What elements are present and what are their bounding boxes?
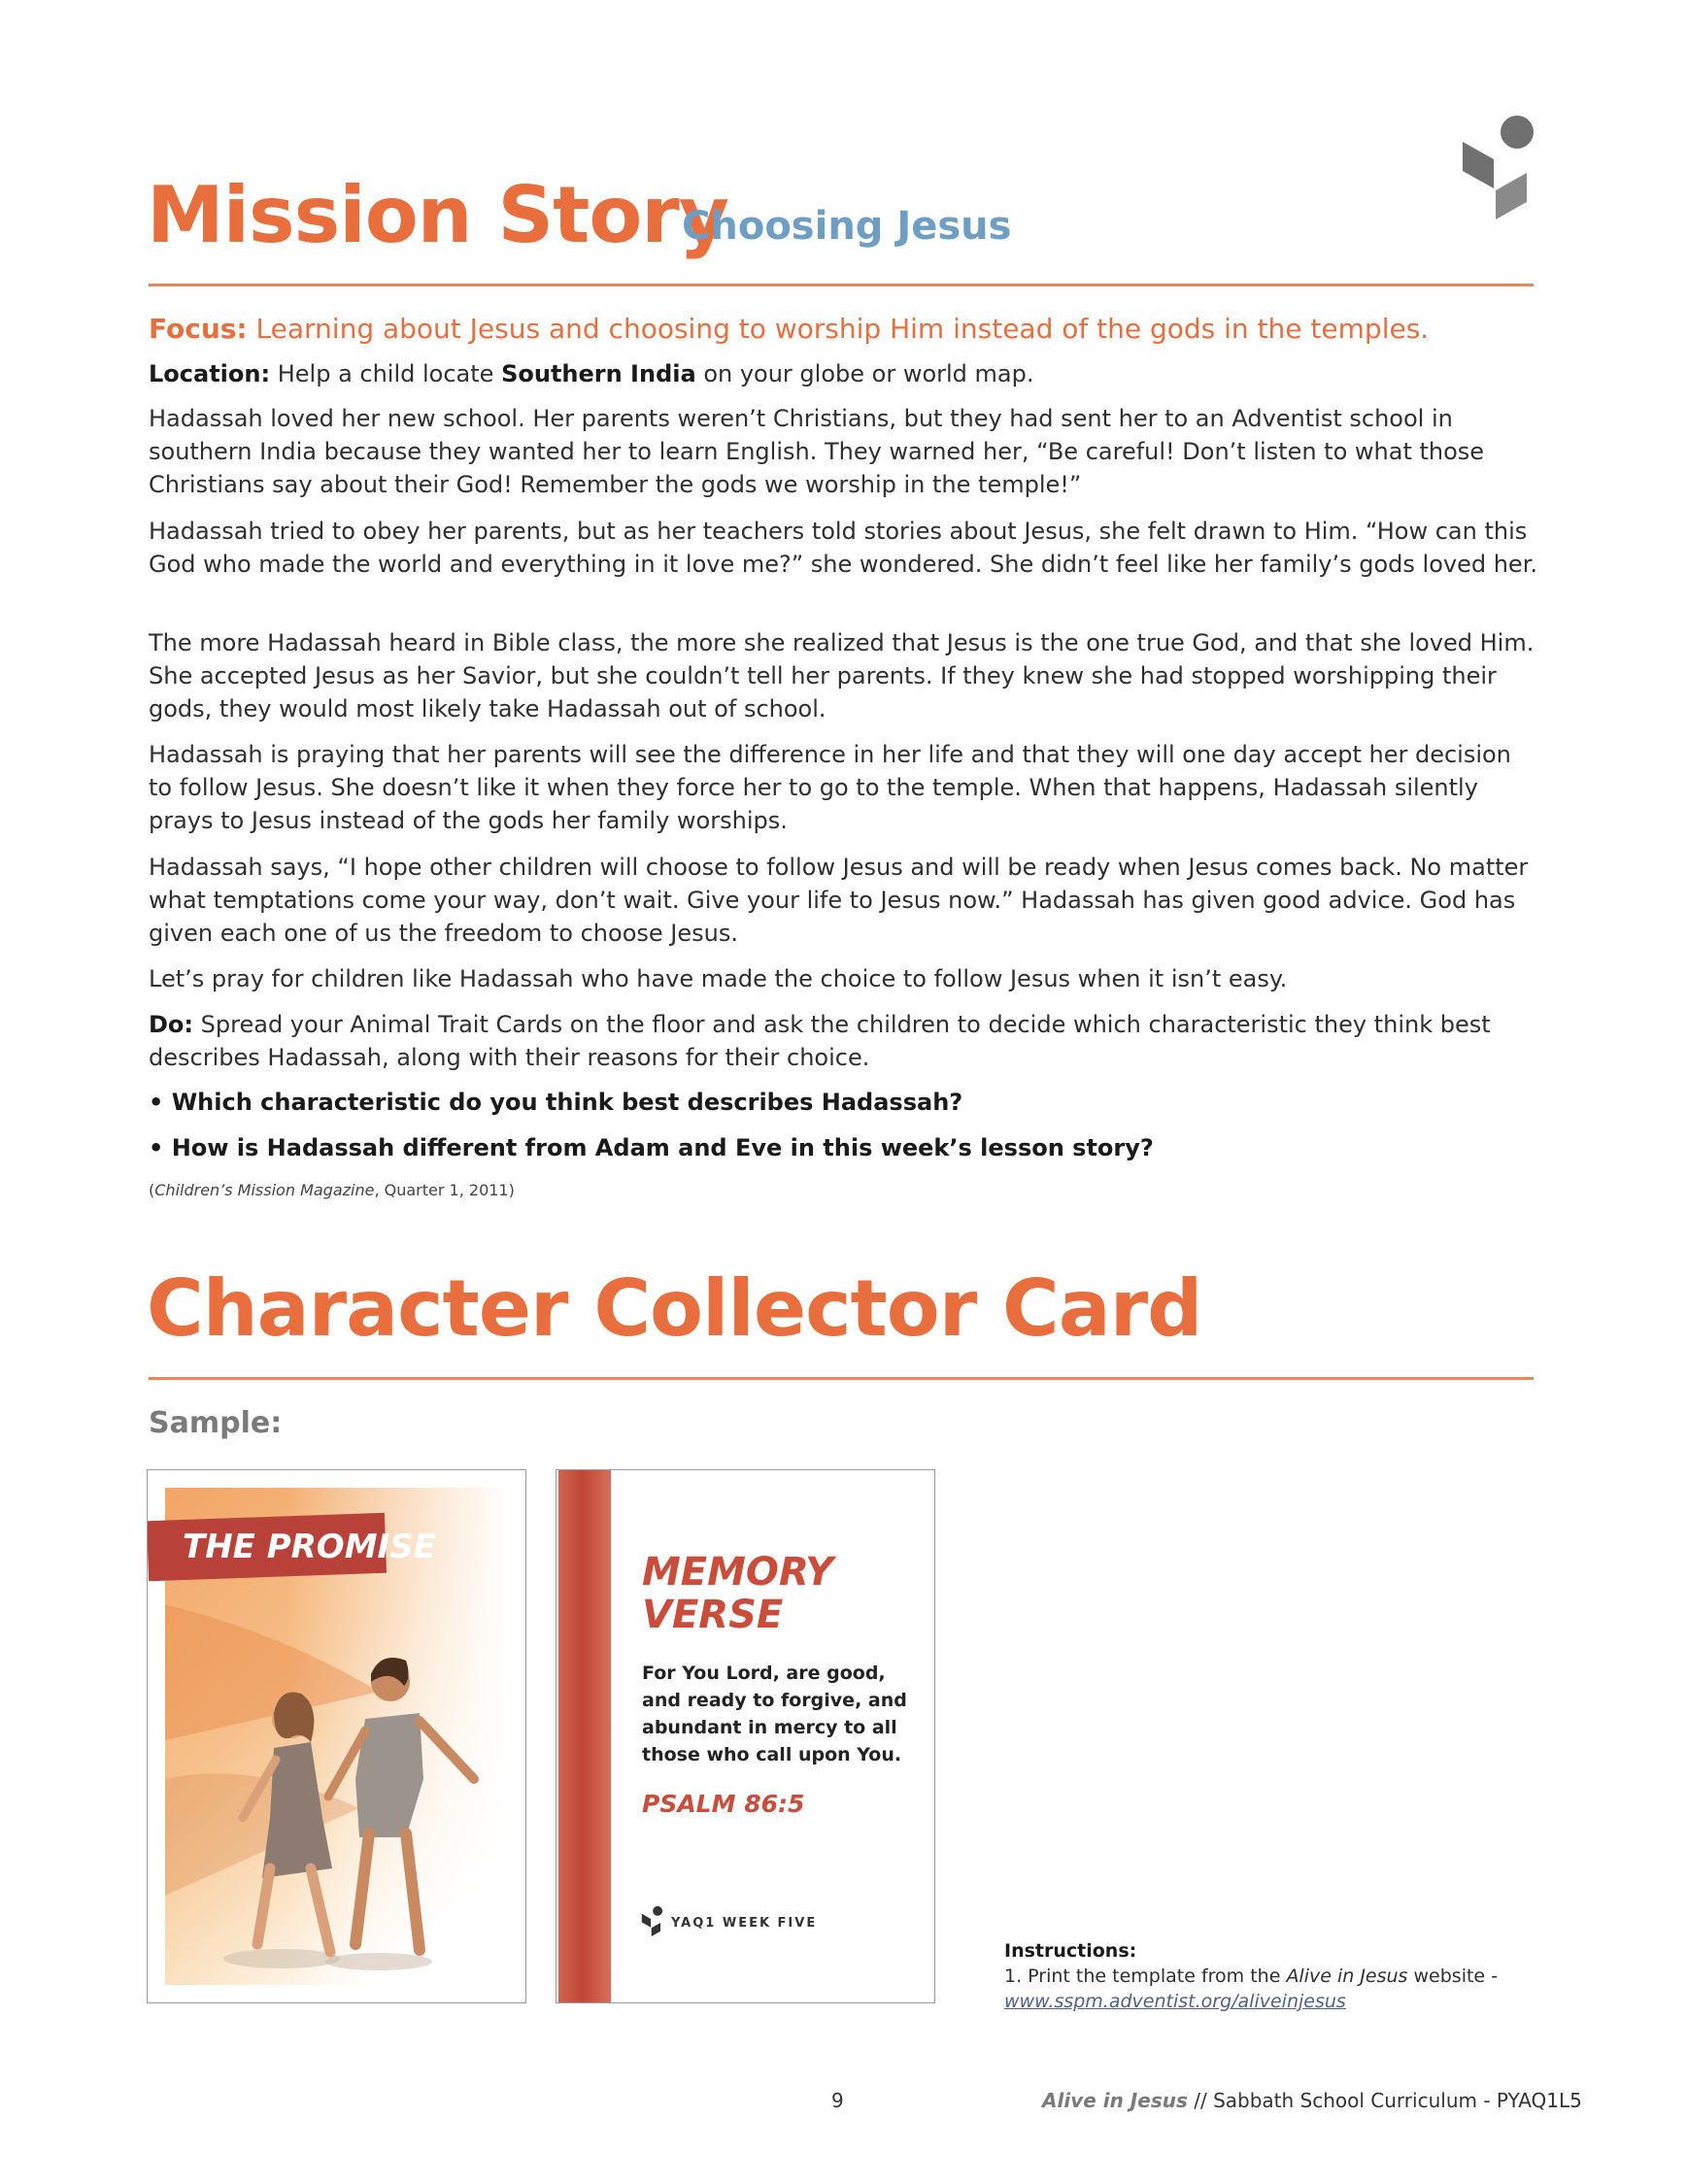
memory-heading-2: VERSE bbox=[642, 1593, 784, 1637]
collector-title: Character Collector Card bbox=[147, 1263, 1202, 1354]
verse-line-3: abundant in mercy to all bbox=[642, 1717, 897, 1738]
story-paragraph-6: Let’s pray for children like Hadassah who have made the choice to follow Jesus when it isn’t easy. bbox=[149, 965, 1288, 992]
card-front bbox=[147, 1469, 526, 2003]
memory-heading-1: MEMORY bbox=[642, 1550, 834, 1595]
source-citation bbox=[149, 1180, 1537, 1201]
instructions-label: Instructions: bbox=[1004, 1940, 1137, 1962]
focus-line bbox=[149, 311, 1537, 348]
collector-divider bbox=[149, 1377, 1534, 1380]
story-paragraph-5: Hadassah says, “I hope other children will choose to follow Jesus and will be ready when Jesus comes back. No matter what temptations come your way, don’t wait. Give your life to Jesus now.” Hadassah has given good advice. God has given each one of us the freedom to choose Jesus. bbox=[149, 854, 1529, 947]
source-italic: Children’s Mission Magazine bbox=[154, 1181, 375, 1199]
verse-line-2: and ready to forgive, and bbox=[642, 1690, 907, 1711]
mission-divider bbox=[149, 284, 1534, 286]
sample-label: Sample: bbox=[149, 1406, 283, 1440]
verse-line-1: For You Lord, are good, bbox=[642, 1663, 886, 1684]
instructions-post: website - bbox=[1413, 1966, 1499, 1987]
card-code: YAQ1 WEEK FIVE bbox=[671, 1916, 818, 1931]
do-paragraph bbox=[149, 1008, 1537, 1074]
story-paragraph-2: Hadassah tried to obey her parents, but as her teachers told stories about Jesus, she felt drawn to Him. “How can this God who made the world and everything in it love me?” she wondered. She didn’t feel like her family’s gods loved her. bbox=[149, 518, 1537, 578]
location-pre: Help a child locate bbox=[277, 360, 494, 387]
story-paragraph-1: Hadassah loved her new school. Her parents weren’t Christians, but they had sent her to an Adventist school in southern India because they wanted her to learn English. They warned her, “Be careful! Don’t listen to what those Christians say about their God! Remember the gods we worship in the temple!” bbox=[149, 405, 1485, 498]
promise-banner-text: THE PROMISE bbox=[183, 1528, 436, 1566]
mission-title: Mission Story bbox=[147, 170, 728, 260]
mission-subtitle: Choosing Jesus bbox=[682, 204, 1012, 249]
footer-text bbox=[1042, 2088, 1582, 2113]
instructions-step-1 bbox=[1004, 1964, 1498, 1989]
card-red-strip bbox=[558, 1470, 611, 2002]
instructions-pre: 1. Print the template from the bbox=[1004, 1966, 1281, 1987]
location-line bbox=[149, 357, 1537, 390]
question-2: • How is Hadassah different from Adam and Eve in this week’s lesson story? bbox=[149, 1134, 1154, 1161]
card-sprout-icon bbox=[640, 1905, 663, 1936]
card-back bbox=[556, 1469, 935, 2003]
instructions-italic: Alive in Jesus bbox=[1286, 1966, 1408, 1987]
do-label: Do: bbox=[149, 1011, 194, 1038]
location-label: Location: bbox=[149, 360, 271, 387]
footer-brand: Alive in Jesus bbox=[1042, 2089, 1188, 2112]
source-open: ( bbox=[149, 1181, 155, 1199]
aliveinjesus-link[interactable]: www.sspm.adventist.org/aliveinjesus bbox=[1004, 1991, 1346, 2012]
focus-text: Learning about Jesus and choosing to worship Him instead of the gods in the temples. bbox=[255, 313, 1430, 345]
story-paragraph-3: The more Hadassah heard in Bible class, the more she realized that Jesus is the one true God, and that she loved Him. She accepted Jesus as her Savior, but she couldn’t tell her parents. If they knew she had stopped worshipping their gods, they would most likely take Hadassah out of school. bbox=[149, 629, 1535, 722]
verse-reference: PSALM 86:5 bbox=[642, 1790, 805, 1818]
location-bold: Southern India bbox=[501, 360, 696, 387]
verse-line-4: those who call upon You. bbox=[642, 1744, 902, 1765]
story-paragraph-4: Hadassah is praying that her parents will see the difference in her life and that they will one day accept her decision to follow Jesus. She doesn’t like it when they force her to go to the temple. When that happens, Hadassah silently prays to Jesus instead of the gods her family worships. bbox=[149, 741, 1511, 834]
question-1: • Which characteristic do you think best describes Hadassah? bbox=[149, 1089, 963, 1116]
sprout-logo-icon bbox=[1457, 113, 1536, 219]
focus-label: Focus: bbox=[149, 313, 248, 345]
location-post: on your globe or world map. bbox=[703, 360, 1034, 387]
page-number: 9 bbox=[831, 2089, 844, 2112]
footer-rest: // Sabbath School Curriculum - PYAQ1L5 bbox=[1187, 2089, 1582, 2112]
do-text: Spread your Animal Trait Cards on the floor and ask the children to decide which characteristic they think best describes Hadassah, along with their reasons for their choice. bbox=[149, 1011, 1491, 1071]
source-rest: , Quarter 1, 2011) bbox=[374, 1181, 515, 1199]
